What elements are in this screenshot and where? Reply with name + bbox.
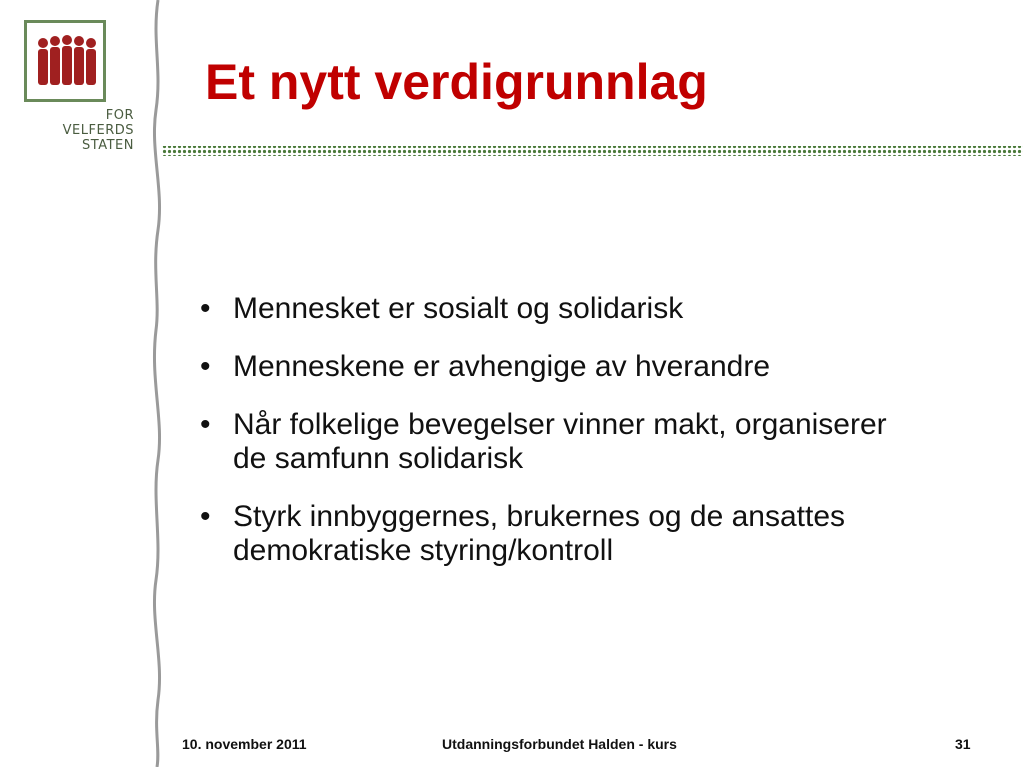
bullet-item bbox=[198, 292, 918, 326]
footer-organization: Utdanningsforbundet Halden - kurs bbox=[442, 736, 677, 752]
footer-date: 10. november 2011 bbox=[182, 736, 307, 752]
logo-frame bbox=[24, 20, 106, 102]
dotted-divider bbox=[162, 144, 1023, 158]
bullet-text: Når folkelige bevegelser vinner makt, organiserer de samfunn solidarisk bbox=[233, 408, 887, 475]
logo-wordmark bbox=[44, 108, 134, 153]
slide-title: Et nytt verdigrunnlag bbox=[205, 54, 708, 110]
logo-line-2: VELFERDS bbox=[62, 123, 134, 138]
people-group-icon bbox=[35, 35, 99, 91]
bullet-item bbox=[198, 408, 918, 476]
bullet-dot: • bbox=[200, 350, 211, 383]
bullet-text: Styrk innbyggernes, brukernes og de ansattes demokratiske styring/kontroll bbox=[233, 500, 846, 567]
bullet-text: Menneskene er avhengige av hverandre bbox=[233, 350, 771, 383]
bullet-dot: • bbox=[200, 292, 211, 325]
bullet-list bbox=[198, 292, 918, 592]
for-velferdsstaten-logo bbox=[24, 20, 134, 165]
logo-line-3: STATEN bbox=[82, 138, 134, 153]
bullet-dot: • bbox=[200, 408, 211, 441]
bullet-item bbox=[198, 500, 918, 568]
logo-line-1: FOR bbox=[105, 108, 134, 123]
bullet-text: Mennesket er sosialt og solidarisk bbox=[233, 292, 684, 325]
bullet-item bbox=[198, 350, 918, 384]
bullet-dot: • bbox=[200, 500, 211, 533]
page-number: 31 bbox=[955, 736, 971, 752]
